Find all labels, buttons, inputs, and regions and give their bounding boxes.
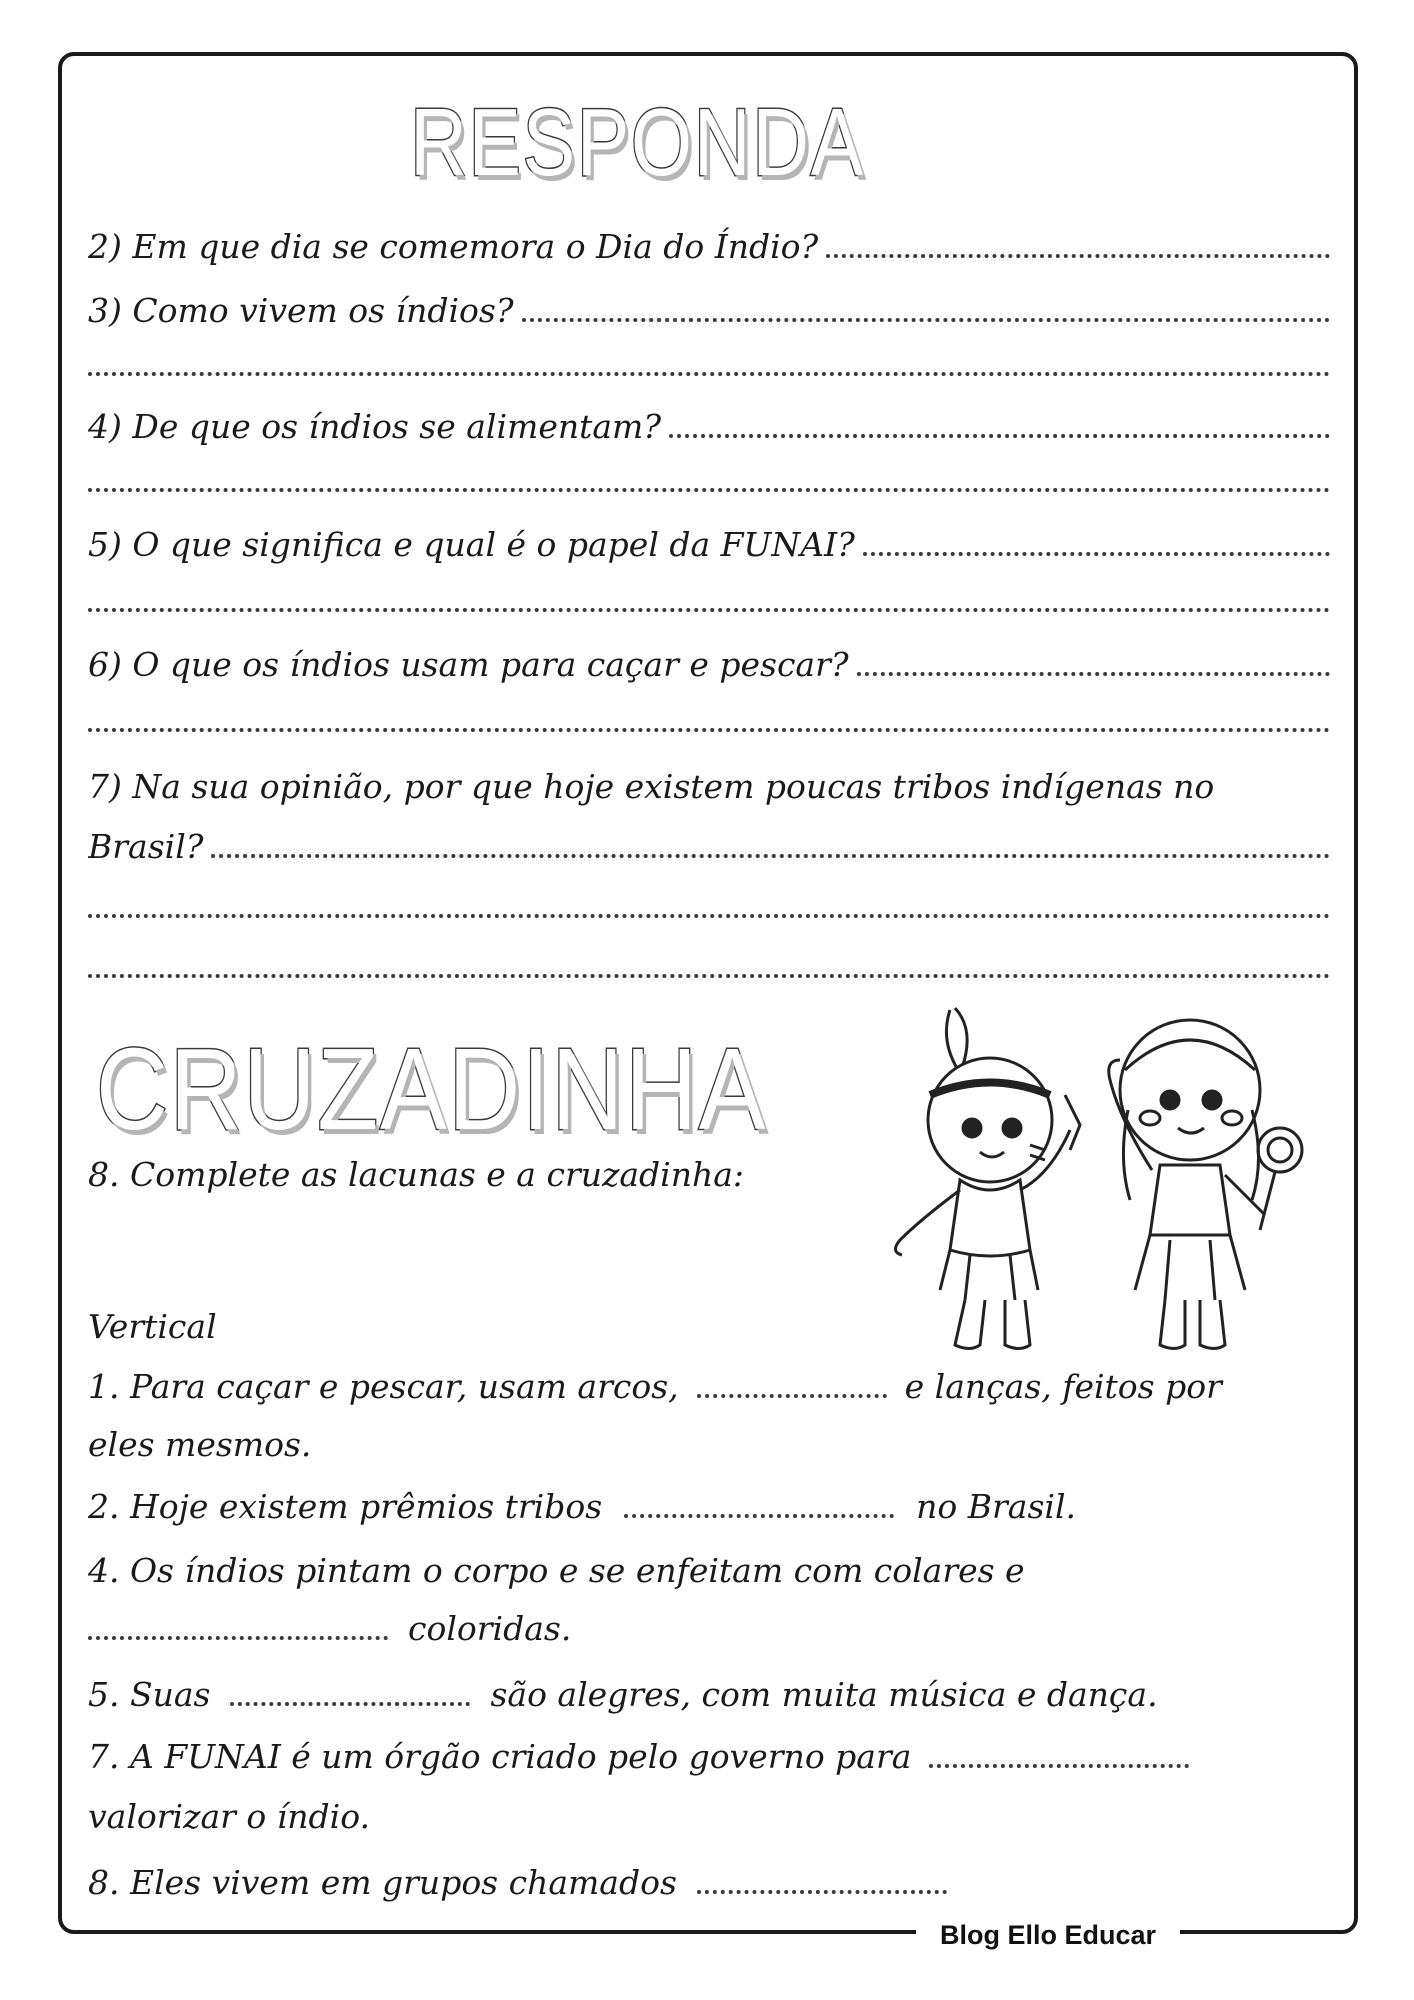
vertical-heading — [88, 1302, 1330, 1352]
footer-credit: Blog Ello Educar — [916, 1916, 1180, 1954]
clue-1-line-1 — [88, 1362, 1330, 1412]
question-2 — [88, 222, 1330, 272]
answer-line[interactable] — [826, 224, 1330, 258]
crossword-instruction — [88, 1150, 1330, 1200]
question-7-text: 7) Na sua opinião, por que hoje existem poucas tribos indígenas no — [88, 767, 1215, 806]
clue-1-line-2 — [88, 1420, 1330, 1470]
clue-5-post: são alegres, com muita música e dança. — [490, 1675, 1158, 1714]
question-5 — [88, 520, 1330, 570]
question-4 — [88, 402, 1330, 452]
question-7-line-1 — [88, 762, 1330, 812]
blank-line[interactable] — [88, 1606, 388, 1640]
blank-line[interactable] — [697, 1860, 947, 1894]
question-2-text: 2) Em que dia se comemora o Dia do Índio? — [88, 227, 819, 266]
question-7-text-cont: Brasil? — [88, 827, 204, 866]
question-7-line-2 — [88, 822, 1330, 872]
clue-8 — [88, 1858, 1330, 1908]
question-3 — [88, 286, 1330, 336]
answer-line[interactable] — [88, 372, 1330, 376]
answer-line[interactable] — [522, 288, 1330, 322]
answer-line[interactable] — [857, 642, 1330, 676]
question-6-text: 6) O que os índios usam para caçar e pescar? — [88, 645, 849, 684]
question-6 — [88, 640, 1330, 690]
question-3-text: 3) Como vivem os índios? — [88, 291, 514, 330]
answer-line[interactable] — [211, 824, 1330, 858]
question-4-text: 4) De que os índios se alimentam? — [88, 407, 662, 446]
clue-1-post: e lanças, feitos por — [904, 1367, 1222, 1406]
answer-line[interactable] — [88, 608, 1330, 612]
clue-1-cont: eles mesmos. — [88, 1425, 312, 1464]
crossword-instruction-text: 8. Complete as lacunas e a cruzadinha: — [88, 1155, 745, 1194]
clue-2 — [88, 1482, 1330, 1532]
clue-7-pre: 7. A FUNAI é um órgão criado pelo governo para — [88, 1737, 912, 1776]
answer-line[interactable] — [88, 488, 1330, 492]
clue-5 — [88, 1670, 1330, 1720]
clue-8-pre: 8. Eles vivem em grupos chamados — [88, 1863, 677, 1902]
answer-line[interactable] — [88, 728, 1330, 732]
clue-7-cont: valorizar o índio. — [88, 1797, 371, 1836]
clue-4-line-1 — [88, 1546, 1330, 1596]
clue-7-line-1 — [88, 1732, 1330, 1782]
vertical-heading-text: Vertical — [88, 1307, 217, 1346]
clue-4-post: coloridas. — [408, 1609, 572, 1648]
clue-7-line-2 — [88, 1792, 1330, 1842]
answer-line[interactable] — [863, 522, 1330, 556]
clue-4-text: 4. Os índios pintam o corpo e se enfeitam com colares e — [88, 1551, 1025, 1590]
answer-line[interactable] — [88, 974, 1330, 978]
answer-line[interactable] — [88, 914, 1330, 918]
clue-1-pre: 1. Para caçar e pescar, usam arcos, — [88, 1367, 679, 1406]
clue-2-post: no Brasil. — [916, 1487, 1077, 1526]
blank-line[interactable] — [230, 1672, 470, 1706]
title-responda: RESPONDA — [410, 89, 865, 196]
blank-line[interactable] — [697, 1364, 887, 1398]
clue-2-pre: 2. Hoje existem prêmios tribos — [88, 1487, 603, 1526]
blank-line[interactable] — [624, 1484, 894, 1518]
clue-4-line-2 — [88, 1604, 1330, 1654]
answer-line[interactable] — [669, 404, 1330, 438]
blank-line[interactable] — [929, 1734, 1189, 1768]
question-5-text: 5) O que significa e qual é o papel da FUNAI? — [88, 525, 855, 564]
title-cruzadinha: CRUZADINHA — [96, 1024, 768, 1154]
clue-5-pre: 5. Suas — [88, 1675, 211, 1714]
